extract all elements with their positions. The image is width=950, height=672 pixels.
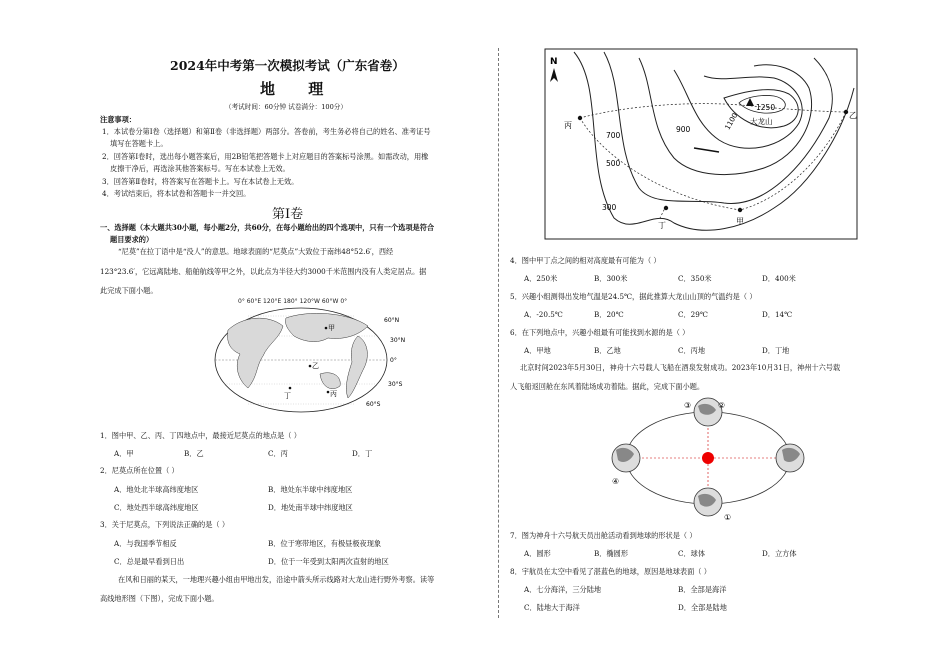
option-c[interactable]: C．丙 — [268, 449, 288, 458]
note-line: 4．考试结束后，将本试卷和答题卡一并交回。 — [102, 189, 251, 198]
option-a[interactable]: A．地处北半球高纬度地区 — [114, 485, 199, 494]
option-c[interactable]: C．350米 — [678, 274, 712, 283]
contour-label: 500 — [606, 159, 621, 168]
peak-elevation: 1250 — [756, 103, 776, 112]
contour-point-label: 丙 — [564, 121, 572, 130]
question-stem: 5．兴趣小组测得出发地气温是24.5℃，据此推算大龙山山顶的气温约是（ ） — [510, 292, 757, 301]
map-point-label: 丁 — [284, 392, 291, 400]
passage-line: 北京时间2023年5月30日，神舟十六号载人飞船在酒泉发射成功。2023年10月31日，神州十六号载 — [520, 363, 841, 372]
note-line: 1．本试卷分第Ⅰ卷（选择题）和第Ⅱ卷（非选择题）两部分。答卷前，考生务必将自己的姓名、准考证号 — [102, 127, 431, 136]
orbit-position-label: ① — [724, 513, 732, 522]
option-a[interactable]: A．-20.5℃ — [524, 310, 563, 319]
peak-name: 大龙山 — [750, 117, 773, 126]
option-c[interactable]: C．总是最早看到日出 — [114, 557, 185, 566]
question-stem: 3．关于尼莫点，下列说法正确的是（ ） — [100, 520, 230, 529]
question-stem: 1．图中甲、乙、丙、丁四地点中，最接近尼莫点的地点是（ ） — [100, 431, 301, 440]
earth-globe-icon — [694, 488, 722, 516]
lat-label: 60°S — [366, 401, 381, 408]
option-d[interactable]: D．14℃ — [762, 310, 793, 319]
option-b[interactable]: B．地处东半球中纬度地区 — [268, 485, 353, 494]
exam-title: 2024年中考第一次模拟考试（广东省卷） — [170, 58, 405, 73]
option-b[interactable]: B．椭圆形 — [594, 549, 629, 558]
question-stem: 2．尼莫点所在位置（ ） — [100, 466, 179, 475]
option-d[interactable]: D．地处南半球中纬度地区 — [268, 503, 353, 512]
question-stem: 7．图为神舟十六号航天员出舱活动看到地球的形状是（ ） — [510, 531, 697, 540]
option-d[interactable]: D．400米 — [762, 274, 796, 283]
option-b[interactable]: B．位于寒带地区，有极昼极夜现象 — [268, 539, 382, 548]
passage-line: 高线地形图（下图），完成下面小题。 — [100, 594, 219, 603]
map-point-label: 丙 — [330, 390, 337, 398]
north-label: N — [550, 57, 558, 67]
note-line: 皮擦干净后，再选涂其他答案标号。写在本试卷上无效。 — [110, 164, 290, 173]
exam-info: （考试时间：60分钟 试卷满分：100分） — [225, 103, 347, 111]
option-d[interactable]: D．丁地 — [762, 346, 790, 355]
passage-line: 在风和日丽的某天，一地理兴趣小组由甲地出发，沿途中箭头所示线路对大龙山进行野外考察。读等 — [118, 575, 435, 584]
contour-label: 300 — [602, 203, 617, 212]
option-a[interactable]: A．甲 — [114, 449, 134, 458]
map-frame — [545, 49, 857, 239]
option-a[interactable]: A．250米 — [524, 274, 558, 283]
column-divider — [498, 48, 499, 618]
option-b[interactable]: B．全部是海洋 — [678, 585, 727, 594]
passage-line: 123°23.6′，它远离陆地、船舶航线等甲之外，以此点为半径大约3000千米范围内没有人类定居点。据 — [100, 267, 427, 276]
option-d[interactable]: D．位于一年受到太阳两次直射的地区 — [268, 557, 389, 566]
option-c[interactable]: C．陆地大于海洋 — [524, 603, 580, 612]
map-point-label: 甲 — [328, 324, 335, 332]
option-a[interactable]: A．七分海洋，三分陆地 — [524, 585, 602, 594]
lat-label: 0° — [390, 357, 397, 364]
map-longitude-labels: 0° 60°E 120°E 180° 120°W 60°W 0° — [238, 298, 348, 305]
option-b[interactable]: B．20℃ — [594, 310, 624, 319]
note-line: 2．回答第Ⅰ卷时，选出每小题答案后，用2B铅笔把答题卡上对应题目的答案标号涂黑。如需改动，用橡 — [102, 152, 429, 161]
option-c[interactable]: C．29℃ — [678, 310, 708, 319]
orbit-position-label: ④ — [612, 477, 620, 486]
option-a[interactable]: A．与我国季节相反 — [114, 539, 177, 548]
contour-label: 1100 — [723, 111, 740, 132]
lat-label: 30°N — [390, 337, 406, 344]
option-d[interactable]: D．全部是陆地 — [678, 603, 727, 612]
passage-line: 此完成下面小题。 — [100, 286, 158, 295]
earth-orbit-diagram — [608, 394, 808, 522]
option-a[interactable]: A．甲地 — [524, 346, 551, 355]
subject-title: 地 理 — [260, 80, 338, 98]
contour-point-label: 乙 — [849, 111, 857, 120]
earth-globe-icon — [612, 444, 640, 472]
orbit-position-label: ③ — [684, 401, 692, 410]
question-stem: 6．在下列地点中，兴趣小组最有可能找到水源的是（ ） — [510, 328, 690, 337]
option-c[interactable]: C．地处西半球高纬度地区 — [114, 503, 199, 512]
section-title: 第Ⅰ卷 — [272, 207, 304, 222]
contour-label: 900 — [676, 125, 691, 134]
question-stem: 4．图中甲丁点之间的相对高度最有可能为（ ） — [510, 256, 661, 265]
lat-label: 60°N — [384, 317, 400, 324]
option-c[interactable]: C．丙地 — [678, 346, 706, 355]
section-instruction: 一、选择题（本大题共30小题，每小题2分，共60分，在每小题给出的四个选项中，只有一个选项是符合 — [100, 223, 435, 232]
notes-heading: 注意事项： — [100, 115, 136, 124]
option-c[interactable]: C．球体 — [678, 549, 706, 558]
note-line: 填写在答题卡上。 — [110, 139, 168, 148]
map-point-label: 乙 — [312, 362, 319, 370]
option-b[interactable]: B．300米 — [594, 274, 628, 283]
contour-label: 700 — [606, 131, 621, 140]
option-b[interactable]: B．乙 — [184, 449, 204, 458]
contour-point-label: 丁 — [658, 221, 666, 230]
question-stem: 8．宇航员在太空中看见了湛蓝色的地球，原因是地球表面（ ） — [510, 567, 711, 576]
note-line: 3．回答第Ⅱ卷时，将答案写在答题卡上。写在本试卷上无效。 — [102, 177, 299, 186]
contour-point-label: 甲 — [736, 217, 744, 226]
option-a[interactable]: A．圆形 — [524, 549, 551, 558]
lat-label: 30°S — [388, 381, 403, 388]
earth-globe-icon — [776, 444, 804, 472]
option-b[interactable]: B．乙地 — [594, 346, 621, 355]
section-instruction-cont: 题目要求的） — [110, 235, 154, 244]
world-map-figure — [208, 296, 418, 414]
option-d[interactable]: D．立方体 — [762, 549, 797, 558]
contour-map-figure — [544, 48, 858, 240]
passage-line: 人飞船返回舱在东风着陆场成功着陆。据此，完成下面小题。 — [510, 382, 705, 391]
passage-line: “尼莫”在拉丁语中是“没人”的意思。地球表面的“尼莫点”大致位于南纬48°52.6′，西经 — [118, 247, 394, 256]
option-d[interactable]: D．丁 — [352, 449, 373, 458]
sun-icon — [702, 452, 714, 464]
orbit-position-label: ② — [718, 401, 726, 410]
